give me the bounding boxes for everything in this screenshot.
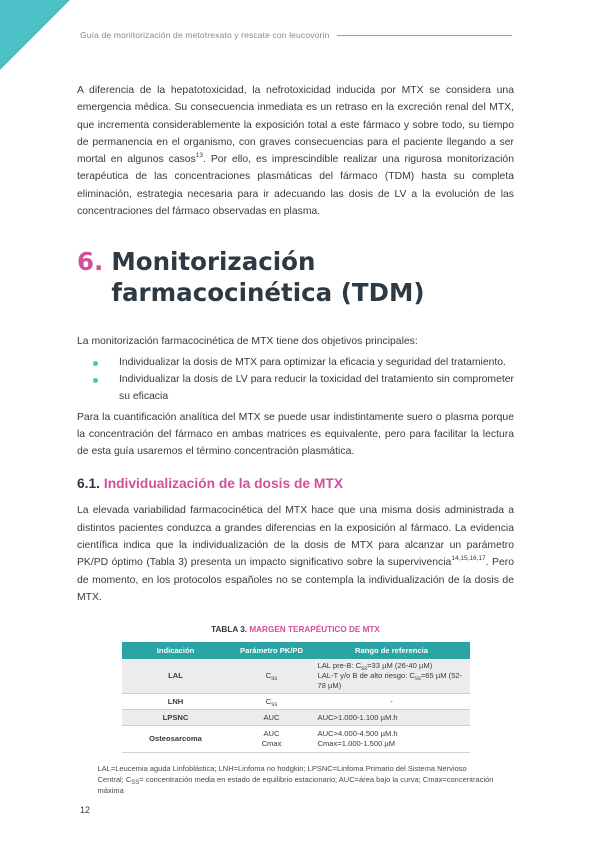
page-number: 12 (80, 805, 91, 815)
table-footnote: LAL=Leucemia aguda Linfoblástica; LNH=Linfoma no hodgkin; LPSNC=Linfoma Primario del Sistema Nervioso Central; $C_{SS}=$ concentración media en estado de equilibrio estacionario; AUC=área bajo la curva; Cmax=concentración máxima (97, 764, 494, 796)
table-row: Osteosarcoma AUC Cmax AUC>4.000-4.500 µM.h Cmax=1.000-1.500 µM (122, 726, 470, 753)
running-header (80, 30, 512, 40)
table-row: LNH $C_{ss}$ - (122, 694, 470, 710)
column-header-range: Rango de referencia (314, 642, 470, 659)
objectives-list (77, 354, 514, 406)
section-number: 6. (77, 247, 104, 277)
references-14-17: 14,15,16,17 (451, 555, 486, 563)
table-caption: TABLA 3. MARGEN TERAPÉUTICO DE MTX (211, 625, 380, 635)
table-row: LAL $C_{ss}$ LAL pre-B: $C_{ss}=33$ µM (26-40 µM) LAL-T y/o B de alto riesgo: $C_{ss}=65$ µM (52-78 µM) (122, 659, 470, 694)
list-item: Individualizar la dosis de MTX para optimizar la eficacia y seguridad del tratamiento. (77, 354, 514, 371)
subsection-title: Individualización de la dosis de MTX (103, 476, 344, 492)
section-title: Monitorización farmacocinética (TDM) (111, 247, 425, 308)
header-title: Guía de monitorización de metotrexato y rescate con leucovorin (80, 30, 330, 40)
therapeutic-range-table (122, 642, 470, 753)
corner-decoration (0, 0, 70, 70)
subsection-heading (77, 476, 514, 491)
bullet-icon (93, 378, 98, 383)
intro-paragraph: A diferencia de la hepatotoxicidad, la nefrotoxicidad inducida por MTX se considera una emergencia médica. Su consecuencia inmediata es un retraso en la excreción renal del MTX, que incrementa considerablemente la exposición total a este fármaco y sobre todo, su tiempo de permanencia en el organismo, con graves consecuencias para el paciente llegando a ser mortal en algunos casos$^{13}$. Por ello, es imprescindible realizar una rigurosa monitorización terapéutica de las concentraciones plasmáticas del fármaco (TDM) hasta su completa eliminación, estrategia necesaria para ir adecuando las dosis de LV a la evolución de las concentraciones del fármaco observadas en plasma. (77, 85, 514, 218)
list-item: Individualizar la dosis de LV para reducir la toxicidad del tratamiento sin comprometer su eficacia (77, 371, 514, 406)
column-header-parameter: Parámetro PK/PD (230, 642, 314, 659)
reference-13: 13 (195, 152, 204, 160)
page-content (77, 82, 514, 796)
column-header-indication: Indicación (122, 642, 230, 659)
subsection-number: 6.1. (77, 476, 101, 492)
subsection-paragraph: La elevada variabilidad farmacocinética del MTX hace que una misma dosis administrada a distintos pacientes conduzca a grandes diferencias en la exposición al fármaco. La evidencia científica indica que la individualización de la dosis de MTX para alcanzar un parámetro PK/PD óptimo (Tabla 3) presenta un impacto significativo sobre la supervivencia$^{14,15,16,17}$. Pero de momento, en los protocolos españoles no se contempla la individualización de la dosis de MTX. (77, 505, 514, 603)
header-rule (337, 35, 512, 36)
section-intro: La monitorización farmacocinética de MTX tiene dos objetivos principales: (77, 336, 418, 348)
table-row: LPSNC AUC AUC>1.000-1.100 µM.h (122, 710, 470, 726)
quantification-paragraph: Para la cuantificación analítica del MTX se puede usar indistintamente suero o plasma porque la concentración del fármaco en ambas matrices es equivalente, pero para facilitar la lectura de esta guía usaremos el término concentración plasmática. (77, 411, 514, 458)
section-heading (77, 246, 514, 308)
bullet-icon (93, 361, 98, 366)
